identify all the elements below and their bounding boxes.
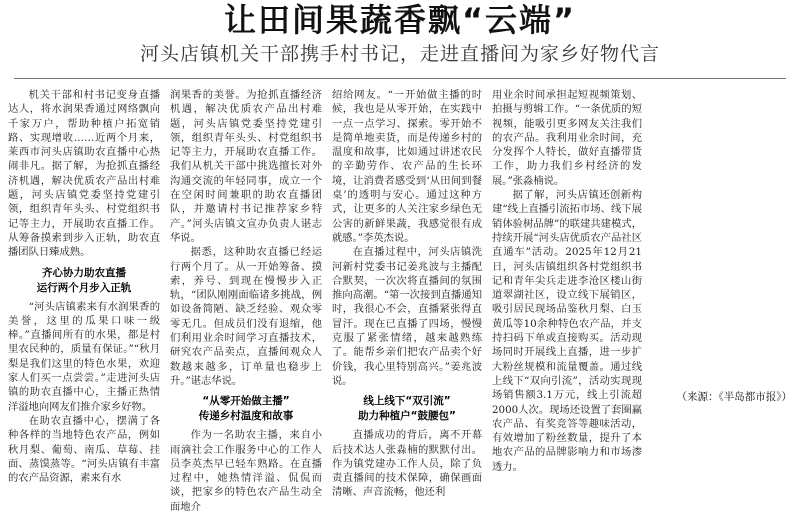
paragraph: “河头店镇素来有水润果香的美誉，这里的瓜果口味一级棒。”直播间所有的水果，都是村里农民种的，质量有保证。”“秋月梨是我们这里的特色水果，欢迎家人们买一点尝尝。”走进河头店镇的助农直播中心，主播正热情洋溢地向网友们推介家乡好物。 [8, 300, 160, 413]
paragraph: 用业余时间承担起短视频策划、拍摄与剪辑工作。“一条优质的短视频，能吸引更多网友关注我们的农产品。我利用业余时间，充分发挥个人特长，做好直播带货工作，助力我们乡村经济的发展。”张淼楠说。 [492, 89, 642, 187]
section-heading-line: 运行两个月步入正轨 [36, 281, 132, 294]
text-column-4 [492, 88, 642, 473]
headline-divider [14, 78, 786, 79]
text-column-2 [170, 88, 322, 513]
paragraph: 润果香的美誉。为抢抓直播经济机遇，解决优质农产品出村难题，河头店镇党委坚持党建引领，组织青年头头、村党组织书记等主力，开展助农直播工作。我们从机关干部中挑选擅长对外沟通交流的年轻同事，成立一个在空闲时间兼职的助农直播团队，并邀请村书记推荐家乡特产。”河头店镇文宣办负责人谌志华说。 [170, 89, 322, 244]
text-column-1 [8, 88, 160, 485]
section-heading-3 [332, 394, 482, 424]
paragraph: 直播成功的背后，离不开幕后技术达人张淼楠的默默付出。作为镇党建办工作人员，除了负责直播间的技术保障，确保画面清晰、声音流畅，他还利 [332, 429, 482, 499]
section-heading-line: 齐心协力助农直播 [42, 266, 126, 279]
paragraph: 据了解，河头店镇还创新构建“线上直播引流拓市场、线下展销体验树品牌”的联建共建模式，持续开展“河头店优质农产品社区直通车”活动。2025年12月21日，河头店镇组织各村党组织书记和青年尖兵走进李沧区楼山街道翠湖社区，设立线下展销区，吸引居民现场品鉴秋月梨、白玉黄瓜等10余种特色农产品，并支持扫码下单或直接购买。活动现场同时开展线上直播，进一步扩大粉丝规模和流量覆盖。通过线上线下“双向引流”，活动实现现场销售额3.1万元，线上引流超2000人次。现场还设置了套圈赢农产品、有奖竞答等趣味活动，有效增加了粉丝数量，提升了本地农产品的品牌影响力和市场渗透力。 [492, 189, 642, 473]
paragraph: 绍给网友。“一开始做主播的时候，我也是从零开始，在实践中一点一点学习、探索。零开始不是简单地卖货，而是传递乡村的温度和故事，比如通过讲述农民的辛勤劳作、农产品的生长环境，让消费者感受到‘从田间到餐桌’的透明与安心。通过这种方式，让更多的人关注家乡绿色无公害的新鲜果蔬，我感觉很有成就感。”李英杰说。 [332, 89, 482, 244]
source-credit: （来源：《半岛都市报》） [676, 391, 792, 403]
paragraph: 作为一名助农主播，来自小雨滴社会工作服务中心的工作人员李英杰早已轻车熟路。在直播过程中，她热情洋溢、侃侃而谈，把家乡的特色农产品生动全面地介 [170, 429, 322, 513]
paragraph: 机关干部和村书记变身直播达人，将水润果香通过网络飘向千家万户，帮助种植户拓宽销路、实现增收……近两个月来，莱西市河头店镇助农直播中心热闹非凡。据了解，为抢抓直播经济机遇，解决优质农产品出村难题，河头店镇党委坚持党建引领，组织青年头头、村党组织书记等主力，开展助农直播工作。从筹备摸索到步入正轨，助农直播团队日臻成熟。 [8, 89, 160, 259]
paragraph: 在助农直播中心，摆满了各种各样的当地特色农产品，例如秋月梨、葡萄、南瓜、草莓、挂面、蒸馍蒸等。“河头店镇有丰富的农产品资源，素来有水 [8, 414, 160, 485]
section-heading-line: 传递乡村温度和故事 [198, 410, 294, 423]
article-headline: 让田间果蔬香飘“云端” [223, 1, 577, 39]
section-heading-1 [8, 266, 160, 296]
section-heading-line: 助力种植户“鼓腰包” [358, 410, 456, 423]
section-heading-line: 线上线下“双引流” [363, 395, 451, 408]
article-subheadline: 河头店镇机关干部携手村书记，走进直播间为家乡好物代言 [139, 43, 660, 65]
paragraph: 在直播过程中，河头店镇洗河新村党委书记姜兆波与主播配合默契，一次次将直播间的氛围推向高潮。“第一次接到直播通知时，我很心不会，直播紧张得直冒汗。现在已直播了四场，慢慢克服了紧张情绪，越来越熟练了。能帮乡亲们把农产品卖个好价钱，我心里特别高兴。”姜兆波说。 [332, 246, 482, 387]
section-heading-2 [170, 394, 322, 424]
paragraph: 据悉，这种助农直播已经运行两个月了。从一开始筹备、摸索，养号、到现在慢慢步入正轨，“团队刚刚面临诸多挑战，例如设备简陋、缺乏经验、观众零零无几。但成员们没有退缩，他们利用业余时间学习直播技术，研究农产品卖点，直播间观众人数越来越多，订单量也稳步上升。”谌志华说。 [170, 246, 322, 387]
text-column-3 [332, 88, 482, 499]
section-heading-line: “从零开始做主播” [202, 395, 290, 408]
